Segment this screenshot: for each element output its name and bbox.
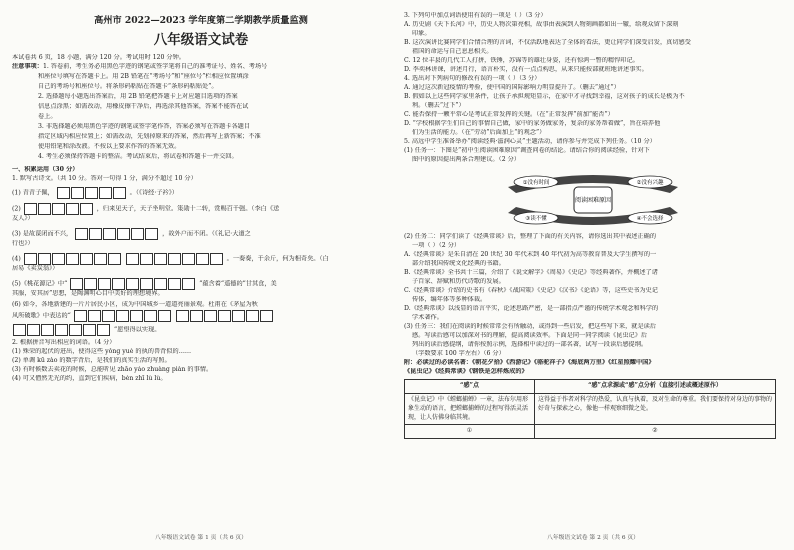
- q5-task-3b: 感。写读后感可以加深对书的理解，提高阅读效率。下面是同一同学阅读《昆虫记》后: [412, 331, 648, 339]
- question-2: 2. 根据拼音写出相应的词语。（4 分）: [12, 338, 116, 346]
- q5-task-1b: 图中的原因提出两条合理建议。（2 分）: [412, 155, 520, 163]
- q5-task-3f: 《昆虫记》《经典常谈》《钢铁是怎样炼成的》: [404, 367, 528, 375]
- note-line: 和座位号填写在答题卡上。用 2B 铅笔在“考场号”和“座位号”栏相应位置填涂: [38, 72, 249, 80]
- q5-option: 部介绍我国传统文化经典的书籍。: [412, 259, 505, 267]
- q1-5-tail: 其服，安其居”思想，是陶渊明心目中美好的理想境界。: [12, 289, 164, 297]
- q5-task-3c: 列出的读后感提纲，请你按照示例，选择相中读过的一部名著，试写一段读后感提纲。: [412, 340, 648, 348]
- notes-block: [12, 63, 390, 162]
- q1-1-suffix: 。（《诗经·子衿》）: [129, 189, 178, 197]
- q3-option: A. 历史剧《天下长河》中，历史人物次第亮相，故事由表演到人物刻画都如出一辙，给观众留下深刻: [404, 20, 679, 28]
- exam-intro: 本试卷共 6 页，18 小题，满分 120 分。考试用时 120 分钟。: [12, 53, 185, 61]
- mind-map-bl-label: ③读不懂: [525, 215, 547, 222]
- answer-boxes[interactable]: [126, 253, 224, 265]
- answer-boxes[interactable]: [74, 310, 172, 322]
- q3-option: B. 这次演讲比赛同学们合情合理的言词，不仅活跃地表达了全体的看法，更让同学们深受启发，真切感受: [404, 38, 691, 46]
- q1-3-suffix: ，故外户而不闭。（《礼记·大道之: [162, 230, 251, 238]
- mind-map-center-label: 阅读困难原因: [574, 196, 612, 204]
- mind-map-diagram: [498, 169, 688, 231]
- q5-task-1: (1) 任务一：下图是“初中生阅读困难原因”调查问卷的结论。请结合你的阅读经验，针对下: [404, 146, 650, 154]
- answer-boxes[interactable]: [176, 310, 274, 322]
- q1-item-5: [12, 278, 390, 290]
- answer-boxes[interactable]: [57, 187, 127, 199]
- note-line: 3. 非选择题必须用黑色字迹的钢笔或签字笔作答，答案必须写在答题卡各题目: [38, 122, 251, 130]
- right-page: [404, 12, 782, 439]
- q3-option: D. 李奕林讲课，讲述月行，语言朴实，没有一点点构思，从来只能按部就班地讲述事实。: [404, 65, 648, 73]
- q4-option: 利。（删去“过下”）: [412, 101, 465, 109]
- q5-option: 子百家、辞赋和历代诗歌的发展。: [412, 277, 505, 285]
- mind-map-tr-label: ②没有兴趣: [636, 179, 664, 186]
- note-line: 卷上。: [38, 112, 57, 120]
- note-line: 4. 考生必须保持答题卡的整洁。考试结束后，将试卷和答题卡一并交回。: [38, 152, 238, 160]
- q1-item-1: [12, 187, 390, 199]
- q5-option: A.《经典常谈》是朱自清在 20 世纪 30 年代末到 40 年代初为高等教育普及大学生撰写的一: [404, 250, 657, 258]
- mind-map-br-label: ④不会选择: [636, 215, 664, 222]
- q5-option: 传体，编年体等多种体裁。: [412, 295, 487, 303]
- q1-item-2: [12, 203, 390, 215]
- question-5: 5. 高远中学生准备举办“阅读经典·滋润心灵”主题活动，请你参与并完成下列任务。（10 分）: [404, 137, 656, 145]
- q1-3-tail: 行也》）: [12, 239, 34, 247]
- q1-3-prefix: (3) 是故谋闭而不兴，: [12, 230, 73, 238]
- answer-boxes[interactable]: [24, 203, 94, 215]
- q1-6-line-a: (6) 如今，各地新建的一片片居民小区，成为中国城乡一道道亮丽景观。杜甫在《茅屋为秋: [12, 300, 258, 308]
- exam-region-title: 高州市 2022—2023 学年度第二学期教学质量监测: [94, 15, 308, 26]
- q3-option: 印象。: [412, 29, 431, 37]
- page-footer: 八年级语文试卷 第 1 页（共 6 页）: [155, 534, 247, 541]
- table-cell: 《昆虫记》中《螳螂捕蝉》一章，法布尔用形象生动的语言，把螳螂捕蝉的过程写得活灵活现，让人仿佛身临其境。: [405, 394, 535, 425]
- section-heading: 一、积累运用（30 分）: [12, 165, 79, 173]
- table-row: [405, 394, 776, 425]
- q5-task-3d: （字数要求 100 字左右）（6 分）: [412, 349, 505, 357]
- q1-4-suffix: 。一奏奏，千余斤，何为相奇矣。（白: [226, 255, 329, 263]
- page-footer: 八年级语文试卷 第 2 页（共 6 页）: [547, 534, 639, 541]
- q1-2-prefix: (2): [12, 205, 21, 213]
- notes-label: 注意事项：: [12, 62, 43, 70]
- q1-6-prefix: 风所破歌》中表达的“: [12, 312, 71, 320]
- answer-boxes[interactable]: [13, 324, 111, 336]
- reading-notes-table: [404, 379, 776, 439]
- question-1: 1. 默写古诗文。（共 10 分。答对一句得 1 分，满分不超过 10 分）: [12, 174, 197, 182]
- q3-option: C. 12 位丰县的几代工人打拼，铁锤，苏锦等的雄壮身姿，还有惊鸿一瞥的精悍印记。: [404, 56, 639, 64]
- note-line: 信息点涂黑；如需改动，用橡皮擦干净后，再选涂其他答案，答案不能答在试: [38, 102, 249, 110]
- q4-option: A. 通过这次新冠疫情的考验，使中国的国际影响力明显提升了。（删去“通过”）: [404, 83, 620, 91]
- q5-option: C.《经典常谈》介绍的史书有《春秋》《战国策》《史记》《汉书》《论语》等，这些史书为史记: [404, 286, 658, 294]
- answer-boxes[interactable]: [75, 228, 159, 240]
- q5-option: D.《经典常谈》以浅显的语言平实，论述思路严密，是一部指点严谨的传统学术观念和科学的: [404, 304, 659, 312]
- table-cell: 这得益于作者对科学的热爱，认真与执着，及对生命的尊重。我们要保持对身边的事物的好奇与探索之心，像他一样观察细微之处。: [535, 394, 776, 425]
- q3-option: 祖国的命运与自己息息相关。: [412, 47, 493, 55]
- q1-6-suffix: ”愿望得以实现。: [113, 326, 161, 334]
- note-line: 使用铅笔和涂改液。不按以上要求作答的答案无效。: [38, 142, 181, 150]
- q2-item: (3) 有时候数去卖花的时候，总能听见 zhāo yáo zhuàng piàn 的事情。: [12, 365, 213, 373]
- note-line: 1. 答卷前，考生务必用黑色字迹的钢笔或签字笔将自己的准考证号、姓名、考场号: [42, 62, 268, 70]
- q5-option: 学术著作。: [412, 313, 443, 321]
- q1-2-tail: 友人》）: [12, 214, 34, 222]
- q1-item-6: [12, 310, 390, 322]
- q1-5-prefix: (5)《桃花源记》中“: [12, 280, 68, 288]
- q1-1-prefix: (1) 青青子佩，: [12, 189, 54, 197]
- q5-option: B.《经典常谈》全书共十三篇，介绍了《说文解字》《周易》《史记》等经典著作，并概述了诸: [404, 268, 658, 276]
- q1-4-tail: 居易《卖炭翁》）: [12, 264, 59, 272]
- q1-5-middle: ”蕴含着“遥德的”甘其食，美: [199, 280, 277, 288]
- table-header: “感”点求源或“感”点分析（直接引述或概述原作）: [535, 380, 776, 394]
- q4-option: 们为生活的能力。（在“劳动”后面加上“的观念”）: [412, 128, 546, 136]
- question-4: 4. 选出对下列病句的修改有误的一项（ ）（3 分）: [404, 74, 541, 82]
- q2-item: (4) 可又僧然无光的约，直到它们疾病，bèn zhī lù lù。: [12, 374, 167, 382]
- q4-option: B. 假如以上这些同学家里条件，让孩子承担规矩显示，在家中才寻找到幸福，这对孩子的成长是极为不: [404, 92, 685, 100]
- question-3: 3. 下列句中加点词语使用有误的一项是（ ）（3 分）: [404, 12, 547, 19]
- note-line: 指定区域内相应位置上；如需改动，先划掉原来的答案，然后再写上新答案；不准: [38, 132, 261, 140]
- q2-item: (2) 单调 kū zào 的数字背后，是我们的真实生活的写照。: [12, 356, 171, 364]
- q1-2-suffix: ，归来见天子，天子坐明堂。策勋十二转，赏赐百千强。（李白《送: [96, 205, 280, 213]
- note-line: 自己的考场号和座位号。将条形码粘贴在答题卡“条形码粘贴处”。: [38, 82, 218, 90]
- q5-task-3: (3) 任务三：我们在阅读的时候常常会有所触动，或得到一些启发，把这些写下来，就是读后: [404, 322, 657, 330]
- q4-option: D. “学校根据学生们自己的事情自己做，家中的家务做家务，复杂的家务帮着做”，旨在培养他: [404, 119, 661, 127]
- table-header: “感”点: [405, 380, 535, 394]
- q1-item-4: (4) 。一奏奏，千余斤，何为相奇矣。（白: [12, 253, 390, 265]
- q2-item: (1) 殊荣的起伏的进出，使得这些 yǒng yuè 的执的兽背似的……: [12, 347, 192, 355]
- q5-task-2b: 一项（ ）（2 分）: [412, 241, 461, 249]
- q1-item-6b: [12, 324, 390, 336]
- mind-map-tl-label: ①没有时间: [522, 179, 550, 186]
- note-line: 2. 选择题每小题选出答案后，用 2B 铅笔把答题卡上对应题目选项的答案: [38, 92, 238, 100]
- exam-subject-title: 八年级语文试卷: [153, 32, 249, 49]
- mind-map-svg: [498, 169, 688, 231]
- q5-task-2: (2) 任务二：同学们读了《经典常谈》后，整理了下面的有关内容，请你选出其中表述正确的: [404, 232, 657, 240]
- q1-item-3: [12, 228, 390, 240]
- answer-boxes[interactable]: [24, 253, 122, 265]
- q4-option: C. 能否保持一颗平常心是考试正常发挥的关键。（在“正常发挥”前加“能否”）: [404, 110, 614, 118]
- table-cell-answer[interactable]: ①: [405, 425, 535, 439]
- answer-boxes[interactable]: [70, 278, 196, 290]
- table-row[interactable]: [405, 425, 776, 439]
- left-page: [12, 12, 390, 384]
- table-cell-answer[interactable]: ②: [535, 425, 776, 439]
- q5-task-3e: 附：必读过的必读名著：《朝花夕拾》《西游记》《骆驼祥子》《海底两万里》《红星照耀中国》: [404, 358, 655, 366]
